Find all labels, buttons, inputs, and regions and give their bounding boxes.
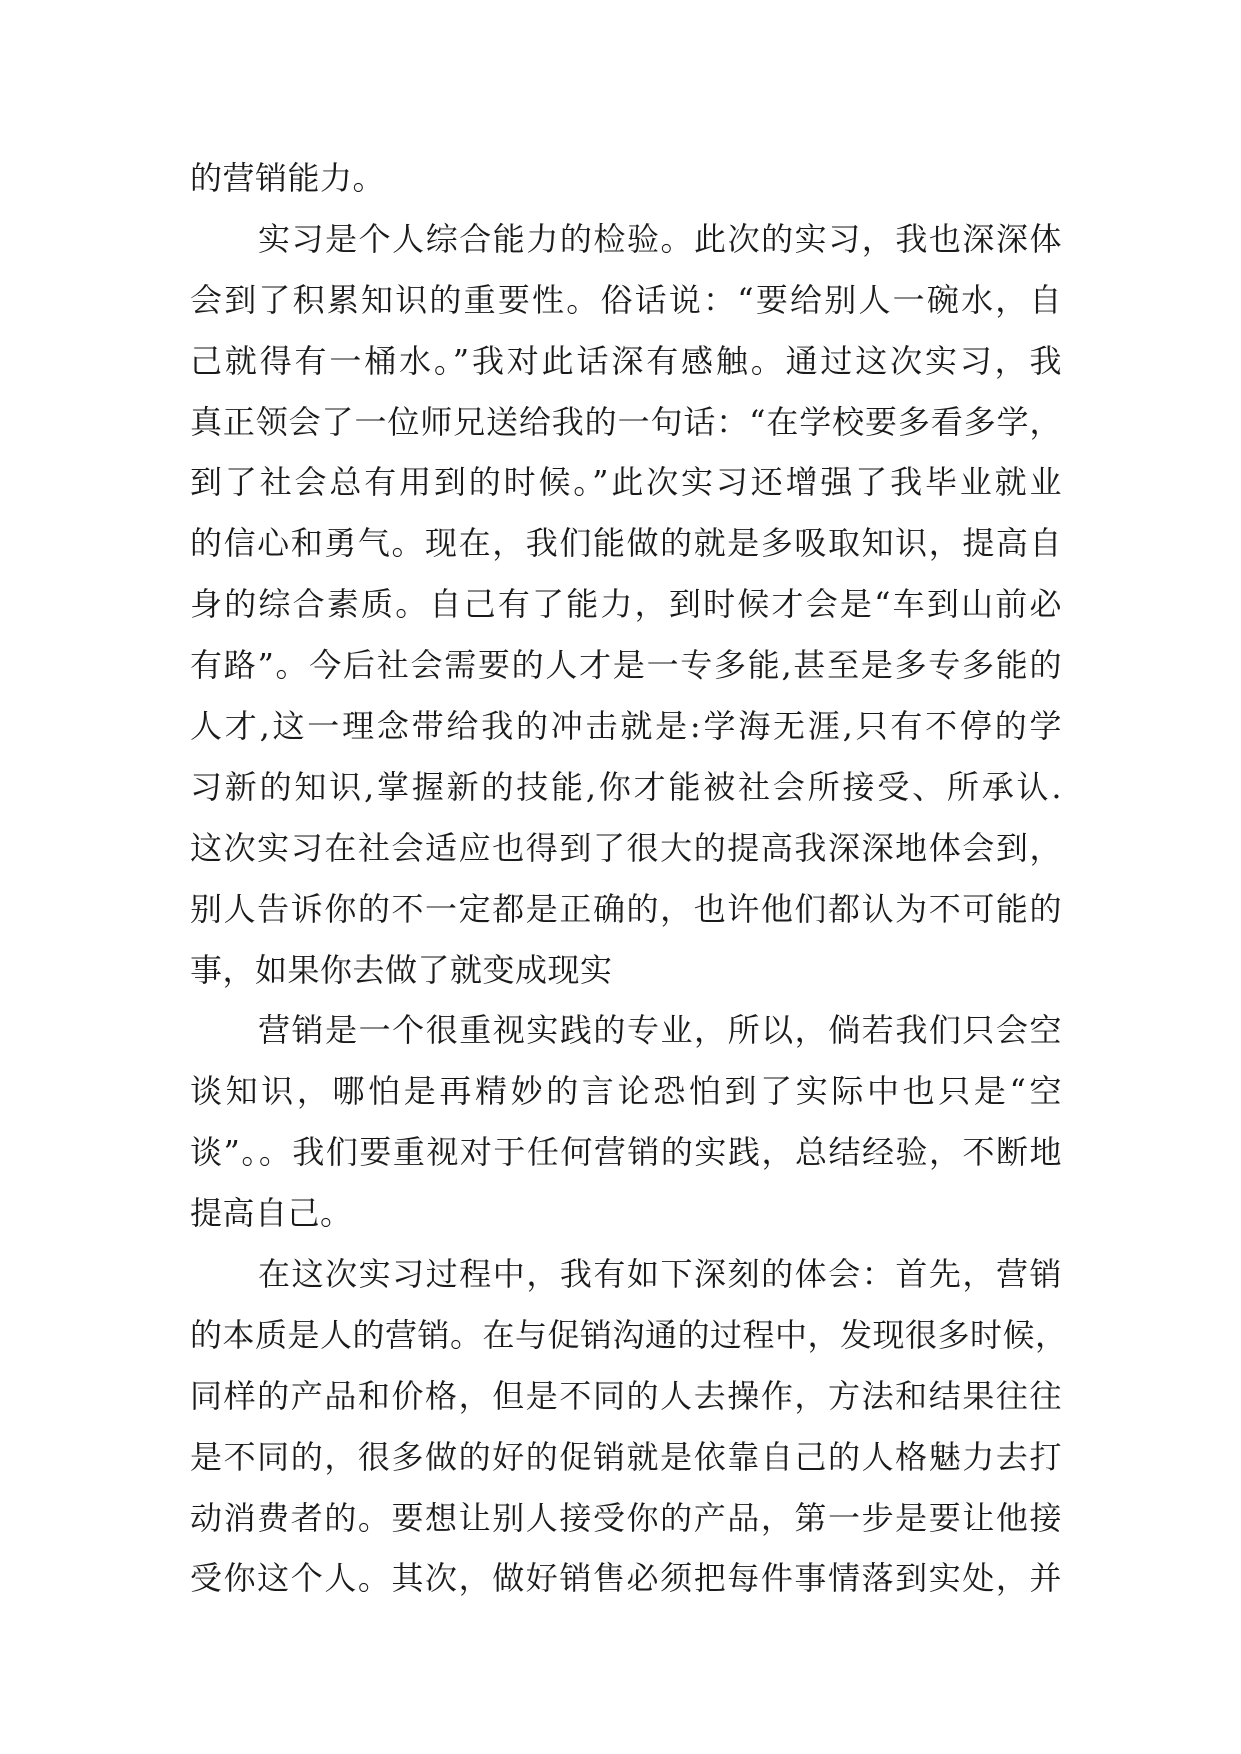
paragraph-4 (190, 1244, 1068, 1609)
text-line: 的信心和勇气。现在，我们能做的就是多吸取知识，提高自 (190, 524, 1062, 563)
text-line: 提高自己。 (190, 1194, 353, 1233)
text-line: 己就得有一桶水。”我对此话深有感触。通过这次实习，我 (190, 341, 1062, 380)
text-line: 受你这个人。其次，做好销售必须把每件事情落到实处，并 (190, 1559, 1062, 1598)
text-line: 人才,这一理念带给我的冲击就是:学海无涯,只有不停的学 (190, 707, 1062, 746)
text-line: 谈”。。我们要重视对于任何营销的实践，总结经验，不断地 (190, 1133, 1062, 1172)
text-line: 的本质是人的营销。在与促销沟通的过程中，发现很多时候， (190, 1315, 1068, 1354)
text-line: 动消费者的。要想让别人接受你的产品，第一步是要让他接 (190, 1498, 1062, 1537)
paragraph-2 (190, 209, 1062, 1001)
text-line: 事，如果你去做了就变成现实 (190, 950, 613, 989)
text-line: 营销是一个很重视实践的专业，所以，倘若我们只会空 (258, 1011, 1062, 1050)
text-line: 同样的产品和价格，但是不同的人去操作，方法和结果往往 (190, 1376, 1062, 1415)
text-line: 会到了积累知识的重要性。俗话说：“要给别人一碗水，自 (190, 280, 1062, 319)
text-line: 谈知识，哪怕是再精妙的言论恐怕到了实际中也只是“空 (190, 1072, 1062, 1111)
paragraph-1 (190, 148, 1062, 209)
text-line: 是不同的，很多做的好的促销就是依靠自己的人格魅力去打 (190, 1437, 1062, 1476)
text-line: 的营销能力。 (190, 159, 386, 197)
text-line: 这次实习在社会适应也得到了很大的提高我深深地体会到， (190, 828, 1062, 867)
text-line: 身的综合素质。自己有了能力，到时候才会是“车到山前必 (190, 585, 1062, 624)
paragraph-3 (190, 1000, 1062, 1244)
text-line: 别人告诉你的不一定都是正确的，也许他们都认为不可能的 (190, 889, 1062, 928)
document-body (190, 148, 1068, 1609)
text-line: 习新的知识,掌握新的技能,你才能被社会所接受、所承认. (190, 767, 1062, 806)
text-line: 实习是个人综合能力的检验。此次的实习，我也深深体 (258, 219, 1062, 258)
text-line: 到了社会总有用到的时候。”此次实习还增强了我毕业就业 (190, 463, 1062, 502)
text-line: 有路”。今后社会需要的人才是一专多能,甚至是多专多能的 (190, 646, 1062, 685)
text-line: 真正领会了一位师兄送给我的一句话：“在学校要多看多学， (190, 402, 1062, 441)
text-line: 在这次实习过程中，我有如下深刻的体会：首先，营销 (258, 1255, 1062, 1294)
